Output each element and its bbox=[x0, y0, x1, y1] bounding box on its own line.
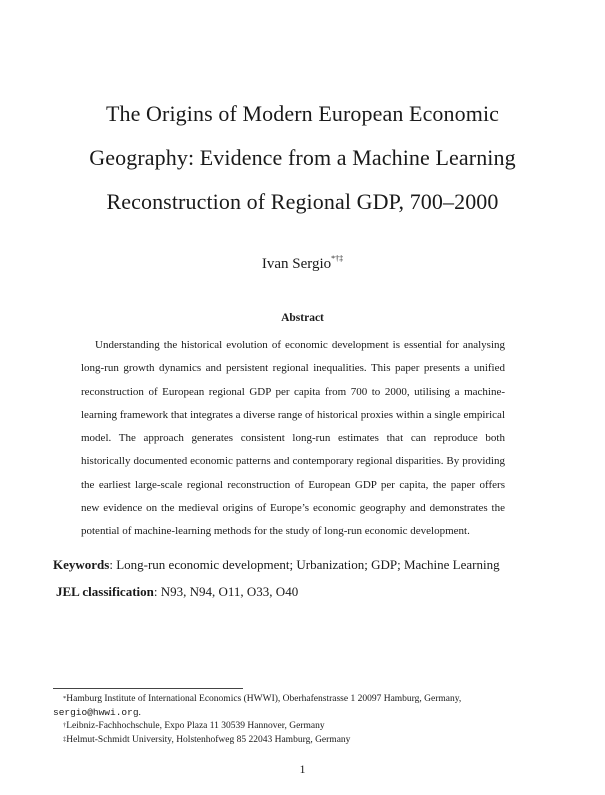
abstract-body: Understanding the historical evolution of economic development is essential for analysing long-run growth dynamics and persistent regional inequalities. This paper presents a unified reconstruction of European regional GDP per capita from 700 to 2000, utilising a machine-learning framework that integrates a diverse range of historical proxies within a single empirical model. The approach generates consistent long-run estimates that can reproduce both historically documented economic patterns and contemporary regional disparities. By providing the earliest large-scale regional reconstruction of European GDP per capita, the paper offers new evidence on the medieval origins of Europe’s economic geography and demonstrates the potential of machine-learning methods for the study of long-run economic development. bbox=[81, 339, 505, 538]
page-number: 1 bbox=[299, 762, 306, 776]
keywords-line bbox=[53, 557, 500, 573]
footnote-affiliation-3 bbox=[53, 734, 553, 747]
title-line-2: Geography: Evidence from a Machine Learning bbox=[89, 145, 516, 170]
footnote-text: Hamburg Institute of International Economics (HWWI), Oberhafenstrasse 1 20097 Hamburg, Germany, bbox=[66, 694, 462, 704]
title-line-1: The Origins of Modern European Economic bbox=[105, 101, 500, 126]
author-footnote-marks: *†‡ bbox=[331, 254, 344, 263]
keywords-text: : Long-run economic development; Urbanization; GDP; Machine Learning bbox=[109, 557, 500, 572]
footnote-affiliation-1 bbox=[53, 693, 553, 706]
keywords-label: Keywords bbox=[53, 557, 110, 572]
footnote-text: Helmut-Schmidt University, Holstenhofweg 85 22043 Hamburg, Germany bbox=[66, 734, 351, 745]
footnote-mark: ‡ bbox=[63, 735, 67, 743]
title-line-3: Reconstruction of Regional GDP, 700–2000 bbox=[106, 189, 499, 214]
footnote-text: Leibniz-Fachhochschule, Expo Plaza 11 30539 Hannover, Germany bbox=[66, 721, 325, 732]
footnote-email-period: . bbox=[138, 708, 141, 719]
footnote-email-line bbox=[53, 706, 553, 720]
footnote-separator bbox=[53, 688, 243, 689]
abstract-heading: Abstract bbox=[281, 312, 324, 324]
footnotes bbox=[53, 693, 553, 747]
paper-title bbox=[0, 92, 605, 224]
footnote-mark: † bbox=[63, 722, 67, 730]
footnote-affiliation-2 bbox=[53, 720, 553, 733]
jel-label: JEL classification bbox=[56, 584, 154, 599]
author-line bbox=[0, 256, 605, 273]
jel-classification-line bbox=[56, 584, 298, 600]
footnote-mark: * bbox=[63, 695, 67, 702]
author-email-link[interactable]: sergio@hwwi.org bbox=[53, 707, 139, 719]
author-name: Ivan Sergio bbox=[261, 256, 332, 272]
jel-codes: : N93, N94, O11, O33, O40 bbox=[153, 584, 299, 599]
